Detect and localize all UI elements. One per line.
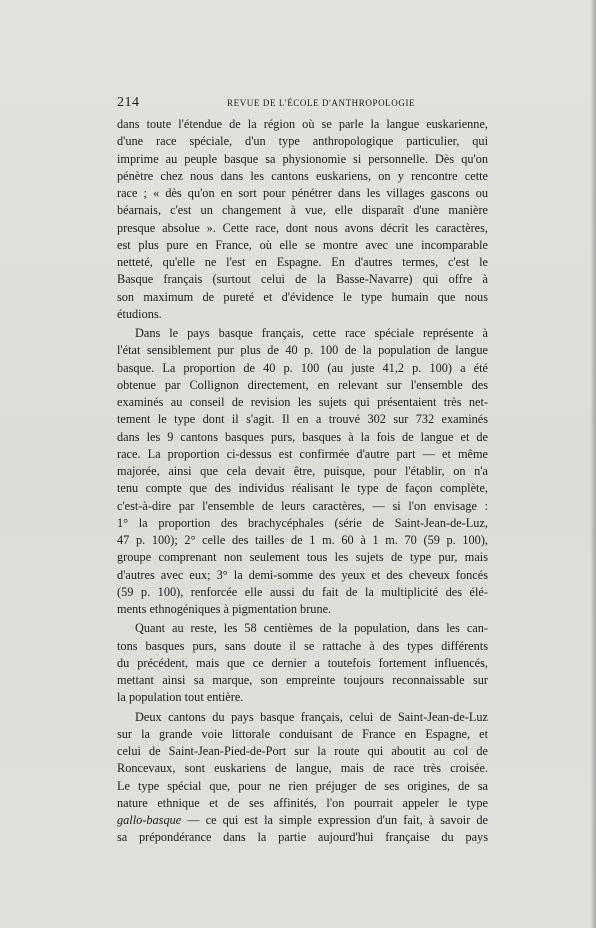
text-fragment: — ce qui est la simple expression d'un fait, à savoir de bbox=[181, 813, 488, 827]
text-line: (59 p. 100), renforcée elle aussi du fait de la multiplicité des élé- bbox=[117, 584, 488, 599]
text-line: tement le type dont il s'agit. Il en a trouvé 302 sur 732 examinés bbox=[117, 412, 488, 427]
text-line: sur la grande voie littorale conduisant de France en Espagne, et bbox=[117, 726, 488, 741]
running-title: REVUE DE L'ÉCOLE D'ANTHROPOLOGIE bbox=[227, 98, 416, 108]
text-line: obtenue par Collignon directement, en relevant sur l'ensemble des bbox=[117, 377, 488, 392]
text-line: c'est-à-dire par l'ensemble de leurs caractères, — si l'on envisage : bbox=[117, 498, 488, 513]
text-line: la population tout entière. bbox=[117, 690, 244, 705]
text-line: examinés au conseil de revision les sujets qui présentaient très net- bbox=[117, 395, 488, 409]
text-line: pénètre chez nous dans les cantons euskariens, on y rencontre cette bbox=[117, 168, 488, 183]
text-line: race. La proportion ci-dessus est confirmée d'autre part — et même bbox=[117, 446, 488, 461]
text-line: ments ethnogéniques à pigmentation brune. bbox=[117, 602, 332, 616]
text-line: Dans le pays basque français, cette race spéciale représente à bbox=[135, 326, 488, 340]
text-line: d'autres avec eux; 3° la demi-somme des yeux et des cheveux foncés bbox=[117, 567, 488, 582]
page-header bbox=[117, 95, 487, 115]
text-line: dans les 9 cantons basques purs, basques à la fois de langue et de bbox=[117, 429, 488, 444]
text-line: étudions. bbox=[117, 306, 162, 321]
body-text bbox=[117, 116, 488, 847]
text-line: mettant ainsi sa marque, son empreinte toujours reconnaissable sur bbox=[117, 673, 488, 687]
text-line: du précédent, mais que ce dernier a toutefois fortement influencés, bbox=[117, 655, 488, 670]
text-line: Deux cantons du pays basque français, celui de Saint-Jean-de-Luz bbox=[135, 709, 488, 724]
text-line: presque absolue ». Cette race, dont nous avons décrit les caractères, bbox=[117, 220, 488, 235]
text-line: nature ethnique et de ses affinités, l'on pourrait appeler le type bbox=[117, 795, 488, 810]
text-line: race ; « dès qu'on en sort pour pénétrer dans les villages gascons ou bbox=[117, 186, 488, 200]
page-number: 214 bbox=[117, 95, 140, 110]
text-line: 47 p. 100); 2° celle des tailles de 1 m. 60 à 1 m. 70 (59 p. 100), bbox=[117, 533, 488, 547]
text-line: celui de Saint-Jean-Pied-de-Port sur la route qui aboutit au col de bbox=[117, 744, 488, 758]
text-line: l'état sensiblement pur plus de 40 p. 100 de la population de langue bbox=[117, 343, 488, 358]
text-line: Le type spécial que, pour ne rien préjuger de ses origines, de sa bbox=[117, 778, 488, 793]
text-line: basque. La proportion de 40 p. 100 (au juste 41,2 p. 100) a été bbox=[117, 360, 488, 375]
text-line: groupe comprenant non seulement tous les sujets de type pur, mais bbox=[117, 550, 488, 565]
text-line: tons basques purs, sans doute il se rattache à des types différents bbox=[117, 638, 488, 653]
text-line: tenu compte que des individus réalisant le type de façon complète, bbox=[117, 481, 488, 496]
italic-term: gallo-basque bbox=[117, 813, 182, 827]
text-line: son maximum de pureté et d'évidence le type humain que nous bbox=[117, 289, 488, 304]
text-line: majorée, ainsi que cela devait être, puisque, pour l'établir, on n'a bbox=[117, 464, 488, 478]
spine-shadow bbox=[590, 0, 596, 928]
text-line: est plus pure en France, où elle se montre avec une incomparable bbox=[117, 237, 488, 252]
text-line: d'une race spéciale, d'un type anthropologique particulier, qui bbox=[117, 134, 488, 149]
text-line: imprime au peuple basque sa physionomie si personnelle. Dès qu'on bbox=[117, 151, 488, 166]
text-line: 1° la proportion des brachycéphales (série de Saint-Jean-de-Luz, bbox=[117, 515, 488, 530]
text-line bbox=[117, 812, 488, 829]
text-line: sa prépondérance dans la partie aujourd'hui française du pays bbox=[117, 830, 488, 845]
text-line: dans toute l'étendue de la région où se parle la langue euskarienne, bbox=[117, 117, 488, 131]
text-line: Quant au reste, les 58 centièmes de la population, dans les can- bbox=[135, 621, 488, 636]
text-line: béarnais, c'est un changement à vue, elle disparaît d'une manière bbox=[117, 203, 488, 218]
text-line: Roncevaux, sont euskariens de langue, mais de race très croisée. bbox=[117, 761, 488, 776]
text-line: netteté, qu'elle ne l'est en Espagne. En d'autres termes, c'est le bbox=[117, 255, 488, 269]
text-line: Basque français (surtout celui de la Basse-Navarre) qui offre à bbox=[117, 272, 488, 287]
